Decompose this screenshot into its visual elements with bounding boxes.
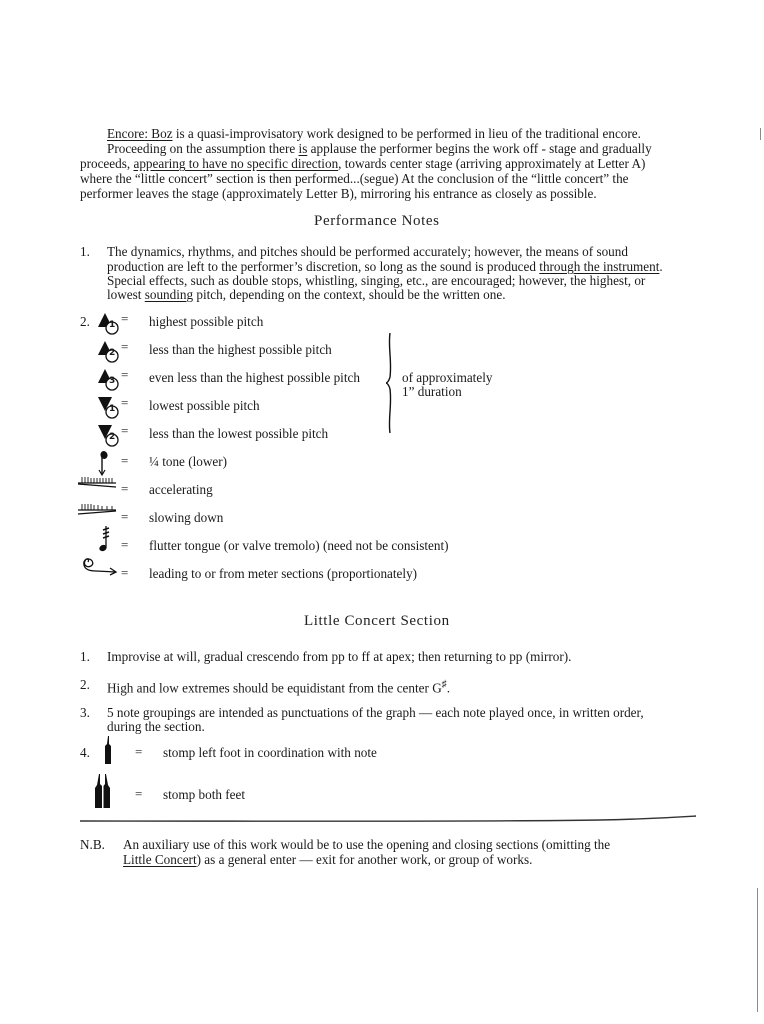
nb-line-2 [123, 852, 532, 868]
brace-icon [384, 333, 396, 433]
slowing-beam-icon [78, 502, 118, 518]
lc-item-3-line-2: during the section. [107, 719, 205, 734]
nb-label: N.B. [80, 837, 105, 852]
equals-sign: = [135, 744, 143, 759]
lc-item-2-text [107, 677, 450, 696]
symbol-label: leading to or from meter sections (proportionately) [149, 566, 418, 581]
lc-item-1-text: Improvise at will, gradual crescendo from pp to ff at apex; then returning to pp (mirror). [107, 649, 572, 664]
note-1-number: 1. [80, 244, 90, 259]
note-1-line-2-a: production are left to the performer’s discretion, so long as the sound is produced [107, 259, 540, 274]
note-2-number: 2. [80, 314, 90, 329]
symbol-label: flutter tongue (or valve tremolo) (need not be consistent) [149, 538, 449, 553]
intro-line-1 [107, 126, 641, 142]
lc-item-1-number: 1. [80, 649, 90, 664]
symbol-label: lowest possible pitch [149, 398, 260, 413]
intro-line-4: where the “little concert” section is then performed...(segue) At the conclusion of the “little concert” the [80, 171, 629, 186]
lc-item-3-line-1: 5 note groupings are intended as punctuations of the graph — each note played once, in written order, [107, 705, 644, 720]
equals-sign: = [121, 565, 129, 580]
symbol-label: ¼ tone (lower) [149, 454, 227, 469]
equals-sign: = [121, 423, 129, 438]
nb-line-2-rest: ) as a general enter — exit for another work, or group of works. [196, 852, 533, 867]
symbol-label: even less than the highest possible pitch [149, 370, 360, 385]
stomp-left-label: stomp left foot in coordination with note [163, 745, 377, 760]
scan-edge-mark-top [760, 128, 761, 140]
symbol-label: highest possible pitch [149, 314, 264, 329]
intro-line-3-a: proceeds, [80, 156, 134, 171]
performance-notes-heading: Performance Notes [314, 213, 440, 229]
sharp-sign: ♯ [441, 679, 447, 690]
brace-note-line-1: of approximately [402, 370, 493, 385]
lc-item-2-end: . [446, 680, 451, 696]
note-1-line-4 [107, 287, 506, 303]
equals-sign: = [121, 367, 129, 382]
flutter-tongue-icon [98, 525, 114, 553]
symbol-label: accelerating [149, 482, 213, 497]
intro-line-2-b: applause the performer begins the work off - stage and gradually [307, 141, 652, 156]
intro-line-3 [80, 156, 645, 172]
note-1-line-3: Special effects, such as double stops, whistling, singing, etc., are encouraged; however, the highest, or [107, 273, 646, 288]
section-divider [80, 815, 696, 823]
equals-sign: = [121, 339, 129, 354]
equals-sign: = [135, 786, 143, 801]
note-1-underlined-sounding: sounding [144, 287, 194, 302]
intro-line-5: performer leaves the stage (approximately Letter B), mirroring his entrance as closely as possible. [80, 186, 597, 201]
intro-line-2-is: is [298, 141, 308, 156]
stomp-left-foot-icon [103, 736, 113, 764]
equals-sign: = [121, 395, 129, 410]
symbol-label: less than the lowest possible pitch [149, 426, 329, 441]
nb-underlined-little-concert: Little Concert [123, 852, 197, 867]
intro-line-3-underlined: appearing to have no specific direction [133, 156, 339, 171]
lc-item-2-main: High and low extremes should be equidistant from the center G [107, 680, 442, 696]
brace-note-line-2: 1” duration [402, 384, 462, 399]
note-1-underlined-instrument: through the instrument [539, 259, 660, 274]
little-concert-heading: Little Concert Section [304, 613, 450, 629]
equals-sign: = [121, 311, 129, 326]
lc-item-2-number: 2. [80, 677, 90, 692]
equals-sign: = [121, 481, 129, 496]
intro-line-2-a: Proceeding on the assumption there [107, 141, 299, 156]
symbol-label: slowing down [149, 510, 224, 525]
note-1-line-1: The dynamics, rhythms, and pitches should be performed accurately; however, the means of sound [107, 244, 628, 259]
triangle-up-3-digit: 3 [109, 376, 116, 386]
equals-sign: = [121, 509, 129, 524]
intro-line-1-text: is a quasi-improvisatory work designed to be performed in lieu of the traditional encore. [172, 126, 641, 141]
equals-sign: = [121, 537, 129, 552]
stomp-both-label: stomp both feet [163, 787, 246, 802]
equals-sign: = [121, 453, 129, 468]
lc-item-3-number: 3. [80, 705, 90, 720]
spiral-arrow-icon [82, 556, 118, 578]
note-1-line-4-a: lowest [107, 287, 145, 302]
intro-line-3-b: , towards center stage (arriving approximately at Letter A) [338, 156, 646, 171]
note-1-line-4-b: pitch, depending on the context, should be the written one. [193, 287, 506, 302]
triangle-up-1-digit: 1 [109, 320, 116, 330]
scan-edge-mark-bottom [757, 888, 758, 1012]
accelerating-beam-icon [78, 474, 118, 490]
triangle-up-2-digit: 2 [109, 348, 116, 358]
work-title: Encore: Boz [107, 126, 173, 141]
stomp-both-feet-icon [93, 774, 113, 808]
symbol-label: less than the highest possible pitch [149, 342, 332, 357]
triangle-down-2-digit: 2 [109, 432, 116, 442]
intro-line-2 [107, 141, 652, 157]
nb-line-1: An auxiliary use of this work would be to use the opening and closing sections (omitting the [123, 837, 611, 852]
note-1-line-2-b: . [659, 259, 663, 274]
triangle-down-1-digit: 1 [109, 404, 116, 414]
lc-item-4-number: 4. [80, 745, 90, 760]
